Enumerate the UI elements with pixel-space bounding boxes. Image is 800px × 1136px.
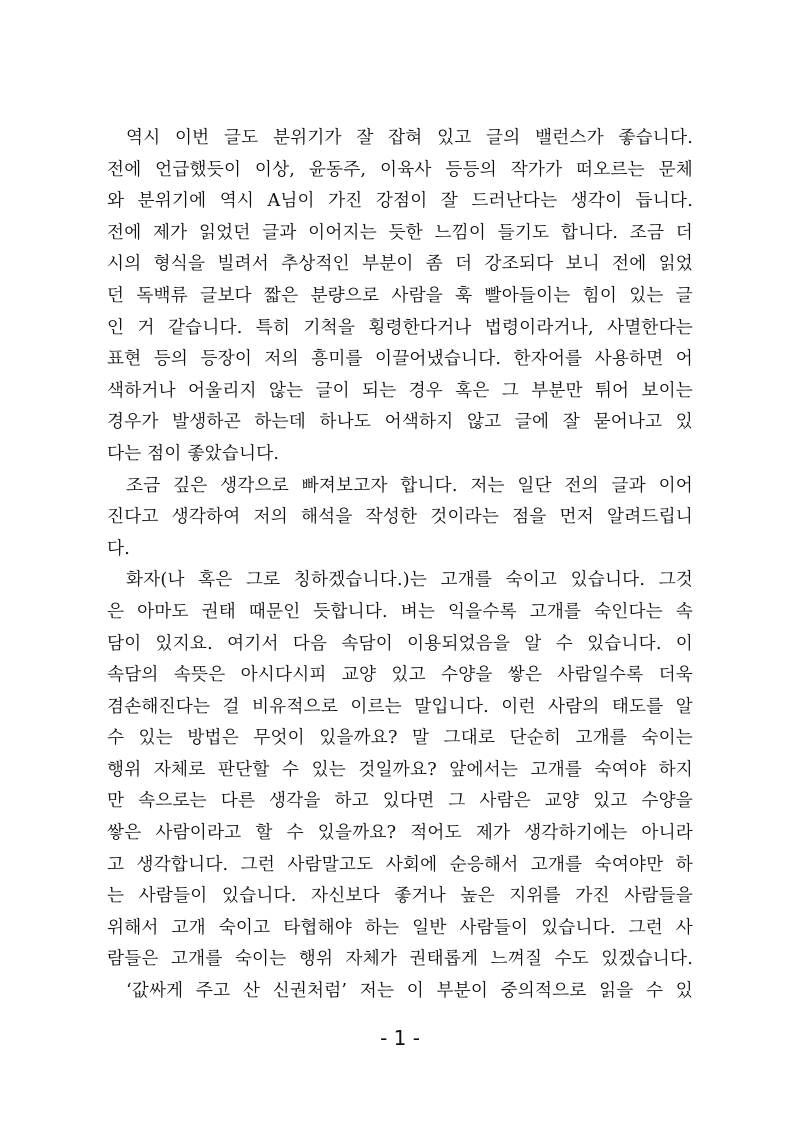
text-line: 경우가 발생하곤 하는데 하나도 어색하지 않고 글에 잘 묻어나고 있 bbox=[107, 412, 693, 433]
text-line: 는 사람들이 있습니다. 자신보다 좋거나 높은 지위를 가진 사람들을 bbox=[107, 886, 693, 907]
page-number: - 1 - bbox=[380, 1026, 420, 1050]
text-line: 화자(나 혹은 그로 칭하겠습니다.)는 고개를 숙이고 있습니다. 그것 bbox=[126, 570, 693, 591]
text-line: 고 생각합니다. 그런 사람말고도 사회에 순응해서 고개를 숙여야만 하 bbox=[107, 854, 693, 875]
text-line: 전에 언급했듯이 이상, 윤동주, 이육사 등등의 작가가 떠오르는 문체 bbox=[107, 159, 693, 180]
text-line: 표현 등의 등장이 저의 흥미를 이끌어냈습니다. 한자어를 사용하면 어 bbox=[107, 349, 693, 370]
text-line: 위해서 고개 숙이고 타협해야 하는 일반 사람들이 있습니다. 그런 사 bbox=[107, 917, 693, 938]
text-line: 색하거나 어울리지 않는 글이 되는 경우 혹은 그 부분만 튀어 보이는 bbox=[107, 380, 693, 401]
text-line: 인 거 같습니다. 특히 기척을 횡령한다거나 법령이라거나, 사멸한다는 bbox=[107, 317, 693, 338]
text-line: 역시 이번 글도 분위기가 잘 잡혀 있고 글의 밸런스가 좋습니다. bbox=[126, 128, 693, 148]
text-line: 쌓은 사람이라고 할 수 있을까요? 적어도 제가 생각하기에는 아니라 bbox=[107, 823, 693, 844]
text-line: 진다고 생각하여 저의 해석을 작성한 것이라는 점을 먼저 알려드립니 bbox=[107, 507, 693, 528]
text-line: 시의 형식을 빌려서 추상적인 부분이 좀 더 강조되다 보니 전에 읽었 bbox=[107, 254, 693, 275]
text-line: 던 독백류 글보다 짧은 분량으로 사람을 훅 빨아들이는 힘이 있는 글 bbox=[107, 285, 693, 306]
text-line: 수 있는 방법은 무엇이 있을까요? 말 그대로 단순히 고개를 숙이는 bbox=[107, 728, 693, 749]
text-line: 조금 깊은 생각으로 빠져보고자 합니다. 저는 일단 전의 글과 이어 bbox=[126, 475, 693, 496]
text-line: 담이 있지요. 여기서 다음 속담이 이용되었음을 알 수 있습니다. 이 bbox=[107, 633, 693, 654]
text-line: 다는 점이 좋았습니다. bbox=[107, 443, 280, 464]
text-line: 속담의 속뜻은 아시다시피 교양 있고 수양을 쌓은 사람일수록 더욱 bbox=[107, 665, 693, 686]
text-line: 은 아마도 권태 때문인 듯합니다. 벼는 익을수록 고개를 숙인다는 속 bbox=[107, 601, 693, 622]
text-line: 람들은 고개를 숙이는 행위 자체가 권태롭게 느껴질 수도 있겠습니다. bbox=[107, 949, 693, 970]
text-line: 다. bbox=[107, 538, 130, 559]
text-line: 전에 제가 읽었던 글과 이어지는 듯한 느낌이 들기도 합니다. 조금 더 bbox=[107, 222, 693, 243]
text-line: 겸손해진다는 걸 비유적으로 이르는 말입니다. 이런 사람의 태도를 알 bbox=[107, 696, 693, 717]
text-line: ‘값싸게 주고 산 신권처럼’ 저는 이 부분이 중의적으로 읽을 수 있 bbox=[126, 981, 693, 1002]
document-body bbox=[107, 123, 693, 1008]
text-line: 행위 자체로 판단할 수 있는 것일까요? 앞에서는 고개를 숙여야 하지 bbox=[107, 759, 693, 780]
text-line: 만 속으로는 다른 생각을 하고 있다면 그 사람은 교양 있고 수양을 bbox=[107, 791, 693, 812]
text-line: 와 분위기에 역시 A님이 가진 강점이 잘 드러난다는 생각이 듭니다. bbox=[107, 191, 693, 212]
